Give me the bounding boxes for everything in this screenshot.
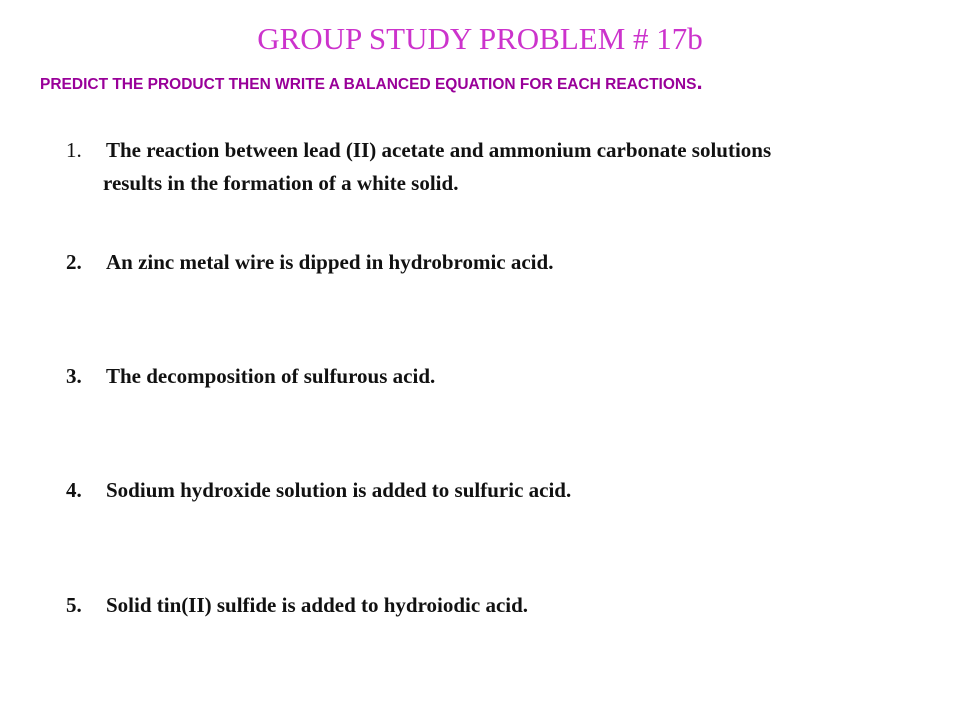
problem-text: The reaction between lead (II) acetate and ammonium carbonate solutions [106,138,772,162]
problem-number: 5. [66,593,82,617]
problem-number: 2. [66,250,82,274]
problem-text: Sodium hydroxide solution is added to sulfuric acid. [106,478,572,502]
problem-text: The decomposition of sulfurous acid. [106,364,436,388]
problem-item-2 [66,246,958,279]
problem-text: An zinc metal wire is dipped in hydrobromic acid. [106,250,554,274]
problem-number: 3. [66,364,82,388]
problem-item-4 [66,474,958,507]
page-title: GROUP STUDY PROBLEM # 17b [257,21,703,56]
instructions-text: PREDICT THE PRODUCT THEN WRITE A BALANCED EQUATION FOR EACH REACTIONS [40,76,697,93]
instructions-period: . [696,69,703,94]
problem-item-3 [66,360,958,393]
problem-item-1 [66,134,958,200]
problem-item-5 [66,589,958,622]
problem-text: Solid tin(II) sulfide is added to hydroiodic acid. [106,593,529,617]
problem-text-continued: results in the formation of a white solid. [103,171,459,195]
problem-number: 4. [66,478,82,502]
problem-number: 1. [66,138,82,162]
